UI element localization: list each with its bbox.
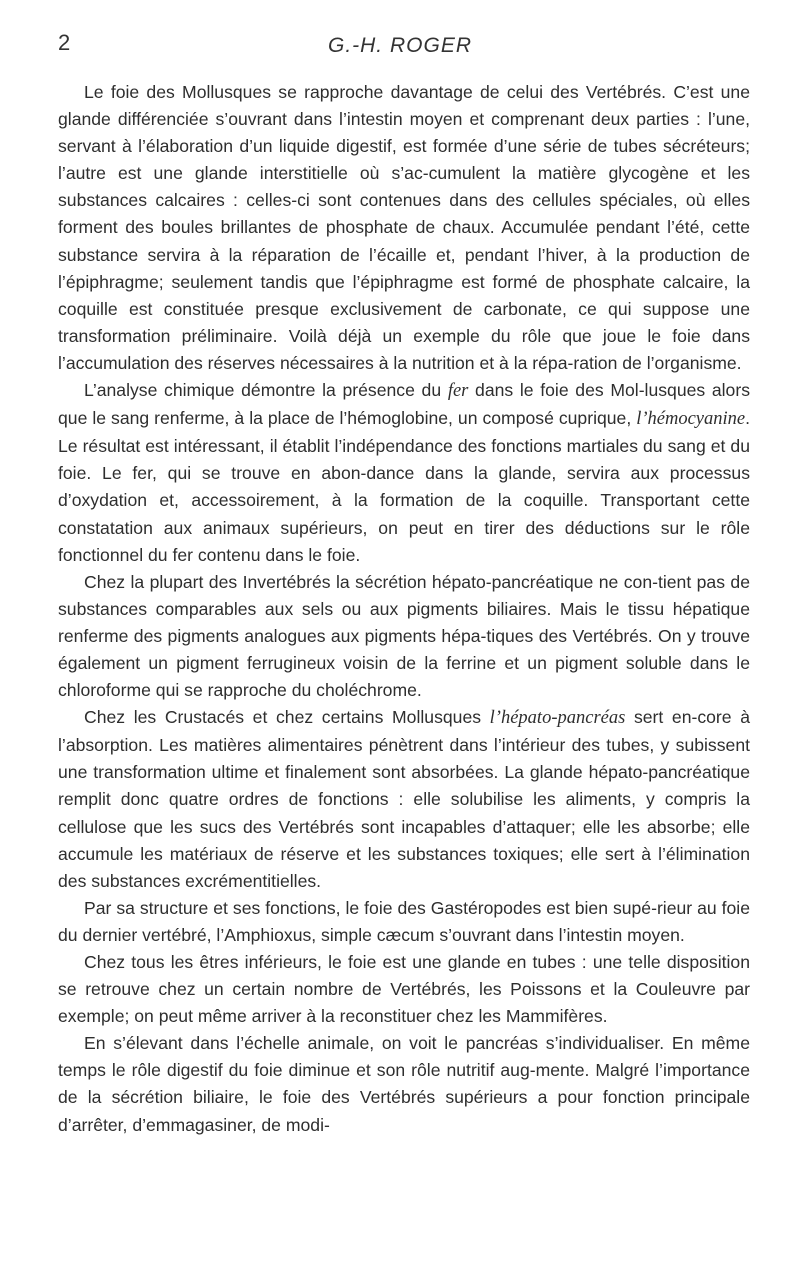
paragraph-animal-scale: En s’élevant dans l’échelle animale, on voit le pancréas s’individualiser. En même temps le rôle digestif du foie diminue et son rôle nutritif aug-mente. Malgré l’importance de la sécrétion biliaire, le foie des Vertébrés supérieurs a pour fonction principale d’arrêter, d’emmagasiner, de modi- [58,1033,750,1135]
paragraph-iron-analysis-text-end: . Le résultat est intéressant, il établit l’indépendance des fonctions martiales du sang et du foie. Le fer, qui se trouve en abon-dance dans la glande, servira aux processus d’oxydation et, accessoirement, à la formation de la coquille. Transportant cette constatation aux animaux supérieurs, on peut en tirer des déductions sur le rôle fonctionnel du fer contenu dans le foie. [58,408,750,565]
body-text [58,79,750,1139]
term-fer: fer [447,381,469,402]
paragraph-hepatopancreas-text-start: Chez les Crustacés et chez certains Mollusques [84,707,490,728]
running-head-author: G.-H. ROGER [327,34,472,57]
page-number: 2 [58,30,71,55]
term-hemocyanine: l’hémocyanine [636,409,746,430]
paragraph-iron-analysis-text-start: L’analyse chimique démontre la présence du [84,380,448,401]
paragraph-mollusc-liver: Le foie des Mollusques se rapproche davantage de celui des Vertébrés. C’est une glande différenciée s’ouvrant dans l’intestin moyen et comprenant deux parties : l’une, servant à l’élaboration d’un liquide digestif, est formée d’une série de tubes sécréteurs; l’autre est une glande interstitielle où s’ac-cumulent la matière glycogène et les substances calcaires : celles-ci sont contenues dans des cellules spéciales, où elles forment des boules brillantes de phosphate de chaux. Accumulée pendant l’été, cette substance servira à la réparation de l’écaille et, pendant l’hiver, à la production de l’épiphragme; seulement tandis que l’épiphragme est formé de phosphate calcaire, la coquille est constituée presque exclusivement de carbonate, ce qui suppose une transformation préliminaire. Voilà déjà un exemple du rôle que joue le foie dans l’accumulation des réserves nécessaires à la nutrition et à la répa-ration de l’organisme. [58,82,750,373]
paragraph-tubular-gland: Chez tous les êtres inférieurs, le foie est une glande en tubes : une telle disposition se retrouve chez un certain nombre de Vertébrés, les Poissons et la Couleuvre par exemple; on peut même arriver à la reconstituer chez les Mammifères. [58,952,750,1027]
paragraph-iron-analysis [58,377,750,569]
paragraph-hepatopancreas-text-end: sert en-core à l’absorption. Les matières alimentaires pénètrent dans l’intérieur des tubes, y subissent une transformation ultime et finalement sont absorbées. La glande hépato-pancréatique remplit donc quatre ordres de fonctions : elle solubilise les aliments, y compris la cellulose que les sucs des Vertébrés sont incapables d’attaquer; elle les absorbe; elle accumule les matériaux de réserve et les substances toxiques; elle sert à l’élimination des substances excrémentitielles. [58,707,750,891]
paragraph-iron-analysis-text-middle: dans le foie des Mol-lusques alors que le sang renferme, à la place de l’hémoglobine, un composé cuprique, [58,380,750,429]
paragraph-invertebrate-pigments: Chez la plupart des Invertébrés la sécrétion hépato-pancréatique ne con-tient pas de substances comparables aux sels ou aux pigments biliaires. Mais le tissu hépatique renferme des pigments analogues aux pigments hépa-tiques des Vertébrés. On y trouve également un pigment ferrugineux voisin de la ferrine et un pigment soluble dans le chloroforme qui se rapproche du choléchrome. [58,571,750,701]
paragraph-gasteropodes: Par sa structure et ses fonctions, le foie des Gastéropodes est bien supé-rieur au foie du dernier vertébré, l’Amphioxus, simple cæcum s’ouvrant dans l’intestin moyen. [58,897,750,945]
paragraph-hepatopancreas [58,704,750,895]
term-hepato-pancreas: l’hépato-pancréas [489,708,626,729]
